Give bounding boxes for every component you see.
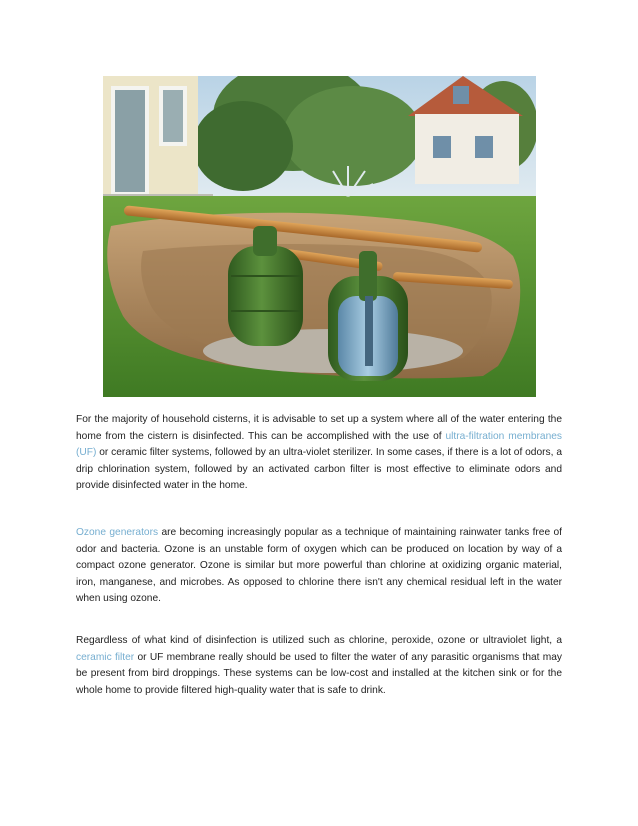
link-ozone-generators[interactable]: Ozone generators bbox=[76, 527, 159, 538]
paragraph-text: or UF membrane really should be used to filter the water of any parasitic organisms that may be present from bird droppings. These systems can be low-cost and installed at the kitchen sink or for the whole home to provide filtered high-quality water that is safe to drink. bbox=[76, 651, 563, 696]
cistern-illustration bbox=[103, 76, 536, 397]
paragraph-text: For the majority of household cisterns, it is advisable to set up a system where all of the water entering the home from the cistern is disinfected. This can be accomplished with the use of bbox=[76, 414, 562, 442]
link-ceramic-filter[interactable]: ceramic filter bbox=[76, 651, 135, 663]
link-ultra-filtration[interactable]: ultra-filtration membranes (UF) bbox=[76, 430, 562, 459]
paragraph-ozone-generators bbox=[76, 525, 562, 608]
paragraph-text: Regardless of what kind of disinfection is utilized such as chlorine, peroxide, ozone or ultraviolet light, a bbox=[76, 635, 562, 646]
paragraph-text: or ceramic filter systems, followed by an ultra-violet sterilizer. In some cases, if there is a lot of odors, a drip chlorination system, followed by an activated carbon filter is most effective to eliminate odors and provide disinfected water in the home. bbox=[76, 447, 562, 492]
paragraph-disinfection-methods bbox=[76, 633, 562, 699]
paragraph-cistern-disinfection bbox=[76, 412, 562, 495]
paragraph-text: are becoming increasingly popular as a technique of maintaining rainwater tanks free of odor and bacteria. Ozone is an unstable form of oxygen which can be produced on location by way of a compact ozone generator. Ozone is similar but more powerful than chlorine at oxidizing organic material, iron, manganese, and microbes. As opposed to chlorine there isn't any chemical residual left in the water when using ozone. bbox=[76, 527, 562, 605]
